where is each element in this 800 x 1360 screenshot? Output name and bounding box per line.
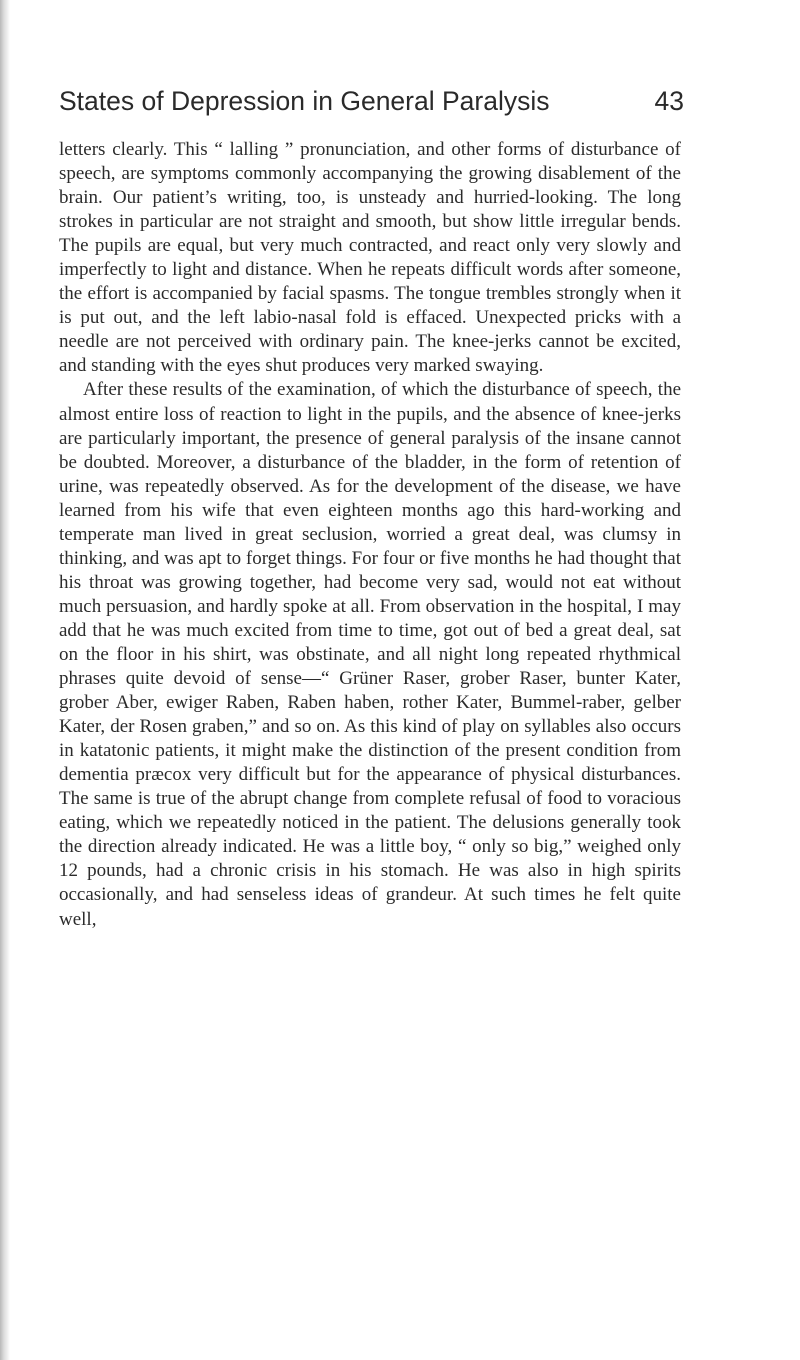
running-header	[59, 86, 684, 126]
paragraph-continued: letters clearly. This “ lalling ” pronunciation, and other forms of disturbance of speech, are symptoms commonly accompanying the growing disablement of the brain. Our patient’s writing, too, is unsteady and hurried-looking. The long strokes in particular are not straight and smooth, but show little irregular bends. The pupils are equal, but very much contracted, and react only very slowly and imperfectly to light and distance. When he repeats difficult words after someone, the effort is accompanied by facial spasms. The tongue trembles strongly when it is put out, and the left labio-nasal fold is effaced. Unexpected pricks with a needle are not perceived with ordinary pain. The knee-jerks cannot be excited, and standing with the eyes shut produces very marked swaying.	[59, 139, 681, 377]
paragraph: After these results of the examination, of which the disturbance of speech, the almost entire loss of reaction to light in the pupils, and the absence of knee-jerks are particularly important, the presence of general paralysis of the insane cannot be doubted. Moreover, a disturbance of the bladder, in the form of retention of urine, was repeatedly observed. As for the development of the disease, we have learned from his wife that even eighteen months ago this hard-working and temperate man lived in great seclusion, worried a great deal, was clumsy in thinking, and was apt to forget things. For four or five months he had thought that his throat was growing together, had become very sad, would not eat without much persuasion, and hardly spoke at all. From observation in the hospital, I may add that he was much excited from time to time, got out of bed a great deal, sat on the floor in his shirt, was obstinate, and all night long repeated rhythmical phrases quite devoid of sense—“ Grüner Raser, grober Raser, bunter Kater, grober Aber, ewiger Raben, Raben haben, rother Kater, Bummel-raber, gelber Kater, der Rosen graben,” and so on. As this kind of play on syllables also occurs in katatonic patients, it might make the distinction of the present condition from dementia præcox very difficult but for the appearance of physical disturbances. The same is true of the abrupt change from complete refusal of food to voracious eating, which we repeatedly noticed in the patient. The delusions generally took the direction already indicated. He was a little boy, “ only so big,” weighed only 12 pounds, had a chronic crisis in his stomach. He was also in high spirits occasionally, and had senseless ideas of grandeur. At such times he felt quite well,	[59, 379, 681, 930]
page-number: 43	[654, 86, 684, 116]
running-header-title: States of Depression in General Paralysis	[59, 86, 550, 116]
body-text	[59, 138, 681, 932]
binding-gutter-shadow	[0, 0, 10, 1360]
